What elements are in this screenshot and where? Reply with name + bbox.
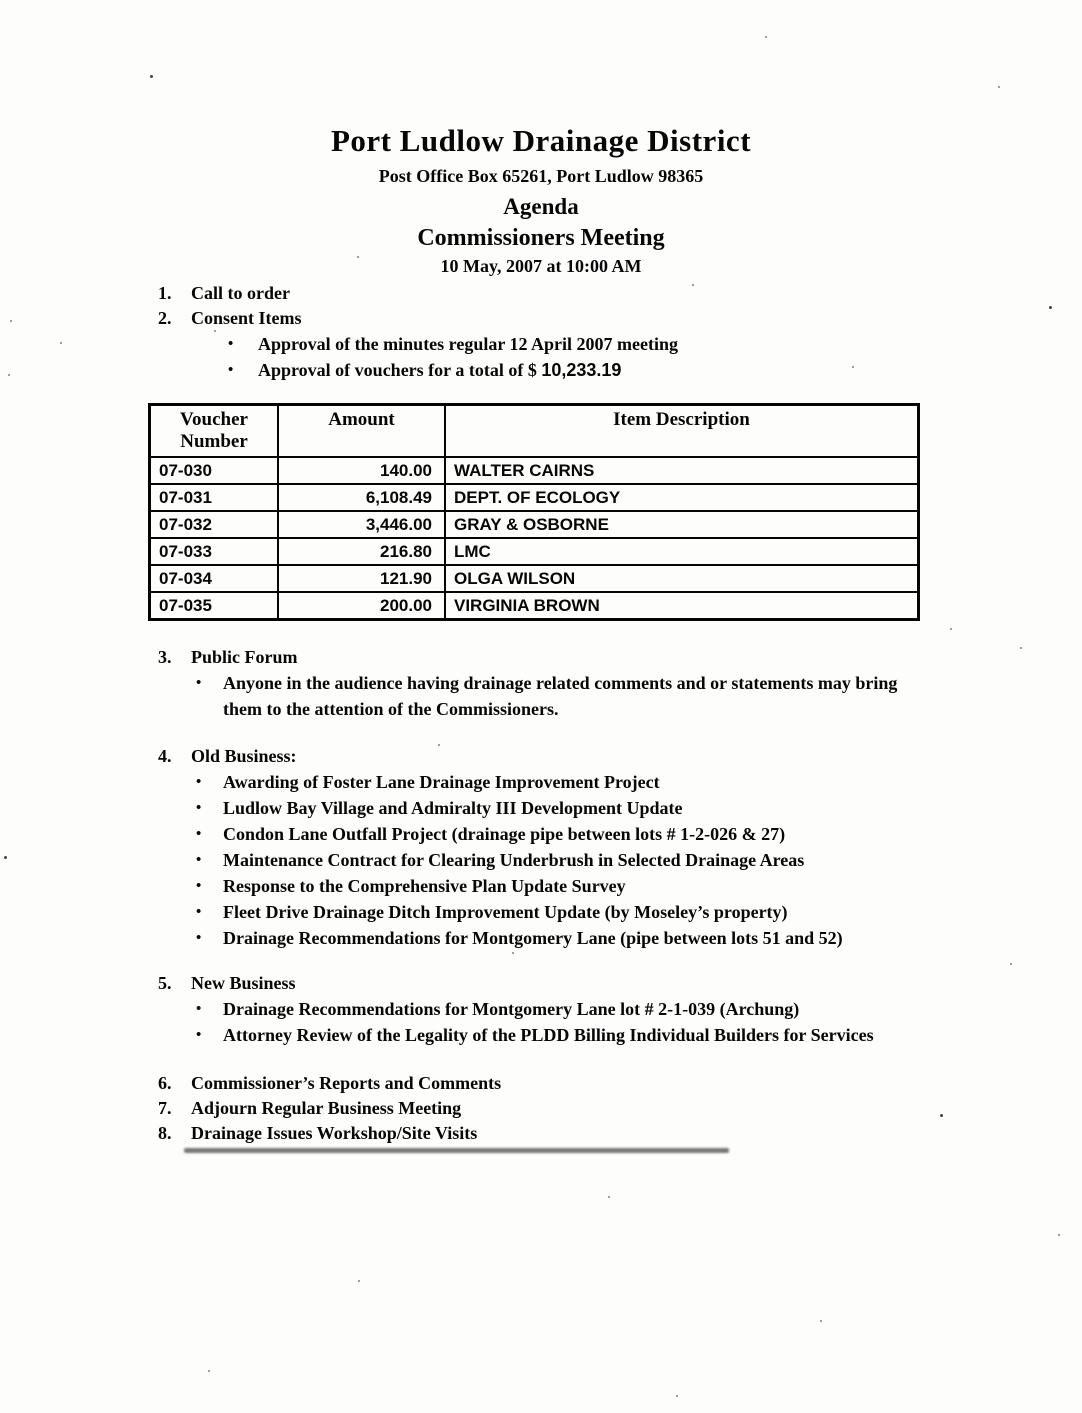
item-number: 2. (158, 308, 172, 328)
column-header-voucher-number: Voucher Number (150, 405, 279, 458)
scan-speck (357, 256, 359, 258)
item-description-cell: OLGA WILSON (445, 565, 919, 592)
item-number: 7. (158, 1098, 172, 1118)
column-header-item-description: Item Description (445, 405, 919, 458)
bullet-item (196, 769, 982, 795)
agenda-item-1 (158, 281, 982, 306)
item-number: 6. (158, 1073, 172, 1093)
consent-bullets (158, 331, 982, 383)
item-title: Commissioner’s Reports and Comments (191, 1073, 502, 1093)
scan-speck (4, 856, 7, 859)
scan-speck (1058, 1234, 1060, 1236)
bullet-text: Condon Lane Outfall Project (drainage pipe between lots # 1-2-026 & 27) (223, 824, 786, 844)
bullet-item (196, 873, 982, 899)
item-description-cell: GRAY & OSBORNE (445, 511, 919, 538)
item-title: Public Forum (191, 647, 298, 667)
bullet-icon: • (196, 1001, 202, 1017)
table-row (150, 484, 919, 511)
bullet-item (196, 847, 982, 873)
bullet-text: Ludlow Bay Village and Admiralty III Development Update (223, 798, 683, 818)
agenda-item-2 (158, 306, 982, 331)
scan-smudge (184, 1148, 729, 1153)
scan-speck (208, 1370, 210, 1372)
agenda-body (0, 281, 1082, 1146)
scan-speck (150, 75, 153, 78)
item-title: Call to order (191, 283, 290, 303)
table-row (150, 457, 919, 484)
bullet-item (196, 899, 982, 925)
bullet-item (196, 996, 982, 1022)
voucher-total-amount: 10,233.19 (541, 360, 622, 380)
item-title: Drainage Issues Workshop/Site Visits (191, 1123, 478, 1143)
scan-speck (358, 1280, 360, 1282)
agenda-item-6 (158, 1071, 982, 1096)
voucher-total-text: Approval of vouchers for a total of $ (258, 360, 537, 380)
bullet-icon: • (196, 878, 202, 894)
bullet-text: Anyone in the audience having drainage related comments and or statements may bring them to the attention of the Commissioners. (223, 673, 898, 719)
item-title: Adjourn Regular Business Meeting (191, 1098, 462, 1118)
bullet-icon: • (196, 675, 202, 691)
item-number: 8. (158, 1123, 172, 1143)
bullet-text: Fleet Drive Drainage Ditch Improvement Update (by Moseley’s property) (223, 902, 788, 922)
bullet-text: Approval of the minutes regular 12 April 2007 meeting (258, 334, 678, 354)
bullet-icon: • (196, 800, 202, 816)
new-business-bullets (158, 996, 982, 1048)
bullet-text: Response to the Comprehensive Plan Update Survey (223, 876, 626, 896)
table-row (150, 592, 919, 620)
bullet-item (228, 331, 982, 357)
agenda-item-8 (158, 1121, 982, 1146)
scan-speck (1020, 647, 1022, 649)
bullet-item (196, 795, 982, 821)
bullet-item (196, 925, 982, 951)
agenda-item-7 (158, 1096, 982, 1121)
agenda-item-5 (158, 971, 982, 996)
meeting-datetime: 10 May, 2007 at 10:00 AM (440, 256, 642, 276)
scan-speck (1049, 306, 1052, 309)
item-title: New Business (191, 973, 296, 993)
voucher-number-cell: 07-035 (150, 592, 279, 620)
voucher-number-cell: 07-034 (150, 565, 279, 592)
scan-speck (950, 628, 952, 630)
amount-cell: 6,108.49 (278, 484, 445, 511)
bullet-item (196, 821, 982, 847)
bullet-icon: • (228, 362, 234, 378)
old-business-bullets (158, 769, 982, 951)
agenda-heading: Agenda (503, 194, 579, 219)
scan-speck (1010, 963, 1012, 965)
item-description-cell: WALTER CAIRNS (445, 457, 919, 484)
bullet-icon: • (228, 336, 234, 352)
agenda-item-3 (158, 645, 982, 670)
bullet-text (258, 357, 621, 383)
scan-speck (998, 86, 1000, 88)
voucher-number-cell: 07-033 (150, 538, 279, 565)
scan-speck (512, 952, 514, 954)
scan-speck (10, 320, 12, 322)
bullet-text: Attorney Review of the Legality of the PLDD Billing Individual Builders for Services (223, 1025, 874, 1045)
item-number: 4. (158, 746, 172, 766)
bullet-icon: • (196, 826, 202, 842)
item-number: 3. (158, 647, 172, 667)
scan-speck (940, 1114, 943, 1117)
table-row (150, 511, 919, 538)
bullet-icon: • (196, 774, 202, 790)
voucher-number-cell: 07-032 (150, 511, 279, 538)
voucher-number-cell: 07-031 (150, 484, 279, 511)
po-box-line: Post Office Box 65261, Port Ludlow 98365 (378, 166, 704, 186)
item-title: Consent Items (191, 308, 302, 328)
scan-speck (820, 1320, 822, 1322)
bullet-item (228, 357, 982, 383)
scan-speck (676, 1395, 678, 1397)
meeting-heading: Commissioners Meeting (417, 225, 665, 251)
bullet-icon: • (196, 904, 202, 920)
document-title: Port Ludlow Drainage District (330, 123, 752, 158)
voucher-table (148, 403, 920, 621)
amount-cell: 216.80 (278, 538, 445, 565)
item-title: Old Business: (191, 746, 297, 766)
amount-cell: 140.00 (278, 457, 445, 484)
public-forum-bullets (158, 670, 982, 722)
scan-speck (852, 366, 854, 368)
item-number: 1. (158, 283, 172, 303)
bullet-text: Maintenance Contract for Clearing Underbrush in Selected Drainage Areas (223, 850, 805, 870)
table-row (150, 565, 919, 592)
bullet-text: Drainage Recommendations for Montgomery Lane (pipe between lots 51 and 52) (223, 928, 843, 948)
scan-speck (214, 330, 216, 332)
amount-cell: 200.00 (278, 592, 445, 620)
bullet-text: Awarding of Foster Lane Drainage Improvement Project (223, 772, 660, 792)
agenda-item-4 (158, 744, 982, 769)
scan-speck (765, 36, 767, 38)
document-header (0, 124, 1082, 277)
column-header-amount: Amount (278, 405, 445, 458)
scan-speck (60, 342, 62, 344)
bullet-item (196, 670, 982, 722)
bullet-icon: • (196, 852, 202, 868)
bullet-text: Drainage Recommendations for Montgomery Lane lot # 2-1-039 (Archung) (223, 999, 800, 1019)
scan-speck (692, 284, 694, 286)
voucher-number-cell: 07-030 (150, 457, 279, 484)
table-header-row (150, 405, 919, 458)
item-number: 5. (158, 973, 172, 993)
scan-speck (608, 1196, 610, 1198)
amount-cell: 3,446.00 (278, 511, 445, 538)
item-description-cell: VIRGINIA BROWN (445, 592, 919, 620)
scan-speck (438, 744, 440, 746)
amount-cell: 121.90 (278, 565, 445, 592)
scan-speck (8, 374, 10, 376)
bullet-icon: • (196, 930, 202, 946)
item-description-cell: DEPT. OF ECOLOGY (445, 484, 919, 511)
table-row (150, 538, 919, 565)
bullet-item (196, 1022, 982, 1048)
item-description-cell: LMC (445, 538, 919, 565)
bullet-icon: • (196, 1027, 202, 1043)
